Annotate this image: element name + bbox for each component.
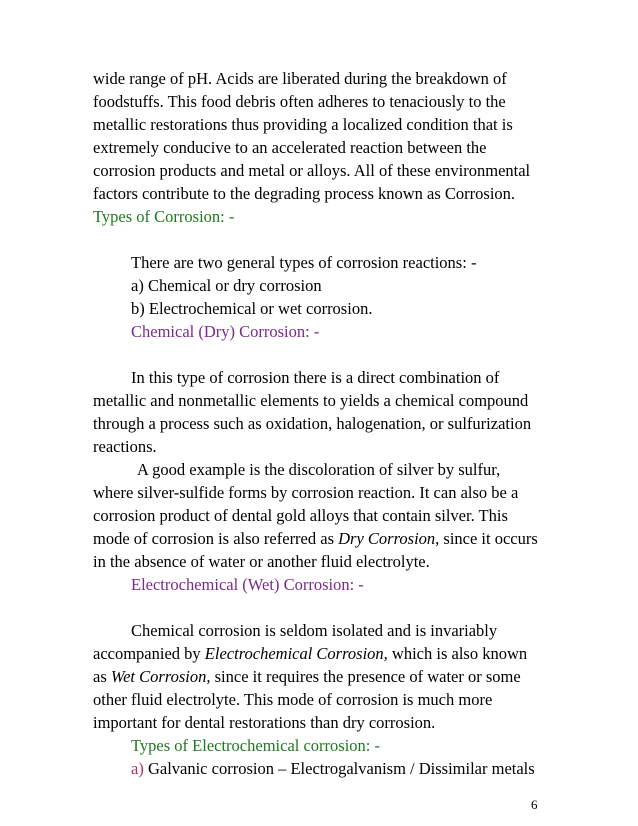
list-item (131, 758, 535, 780)
paragraph-line (93, 666, 521, 688)
paragraph-line (93, 643, 527, 665)
types-of-corrosion-heading: Types of Corrosion: - (93, 207, 235, 226)
paragraph-line: reactions. (93, 437, 157, 456)
paragraph-line: metallic and nonmetallic elements to yields a chemical compound (93, 391, 529, 410)
paragraph-line: In this type of corrosion there is a direct combination of (131, 368, 500, 387)
page-number: 6 (531, 797, 538, 812)
paragraph-line (93, 528, 538, 550)
types-intro: There are two general types of corrosion reactions: - (131, 253, 477, 272)
paragraph-line: foodstuffs. This food debris often adheres to tenaciously to the (93, 92, 506, 111)
list-item: a) Chemical or dry corrosion (131, 276, 322, 295)
italic-term: Electrochemical Corrosion, (204, 644, 388, 663)
paragraph-line: factors contribute to the degrading process known as Corrosion. (93, 184, 516, 203)
paragraph-line: where silver-sulfide forms by corrosion reaction. It can also be a (93, 483, 519, 502)
chemical-corrosion-heading: Chemical (Dry) Corrosion: - (131, 322, 320, 341)
paragraph-line: Chemical corrosion is seldom isolated and is invariably (131, 621, 498, 640)
text-span: which is also known (387, 644, 528, 663)
italic-term: Wet Corrosion, (110, 667, 211, 686)
electrochemical-corrosion-heading: Electrochemical (Wet) Corrosion: - (131, 575, 364, 594)
paragraph-line: corrosion products and metal or alloys. All of these environmental (93, 161, 531, 180)
italic-term: Dry Corrosion (338, 529, 436, 548)
text-span: since it requires the presence of water or some (210, 667, 521, 686)
list-item-text: Galvanic corrosion – Electrogalvanism / Dissimilar metals (143, 759, 535, 778)
list-marker: a) (131, 759, 144, 778)
paragraph-line: metallic restorations thus providing a localized condition that is (93, 115, 513, 134)
paragraph-line: other fluid electrolyte. This mode of corrosion is much more (93, 690, 493, 709)
paragraph-line: corrosion product of dental gold alloys that contain silver. This (93, 506, 508, 525)
electrochemical-types-heading: Types of Electrochemical corrosion: - (131, 736, 380, 755)
paragraph-line: wide range of pH. Acids are liberated during the breakdown of (93, 69, 507, 88)
text-span: , since it occurs (435, 529, 538, 548)
paragraph-line: in the absence of water or another fluid electrolyte. (93, 552, 430, 571)
paragraph-line: through a process such as oxidation, halogenation, or sulfurization (93, 414, 532, 433)
text-span: accompanied by (93, 644, 205, 663)
paragraph-line: A good example is the discoloration of silver by sulfur, (137, 460, 501, 479)
list-item: b) Electrochemical or wet corrosion. (131, 299, 373, 318)
paragraph-line: important for dental restorations than dry corrosion. (93, 713, 436, 732)
text-span: mode of corrosion is also referred as (93, 529, 339, 548)
paragraph-line: extremely conducive to an accelerated reaction between the (93, 138, 487, 157)
text-span: as (93, 667, 111, 686)
